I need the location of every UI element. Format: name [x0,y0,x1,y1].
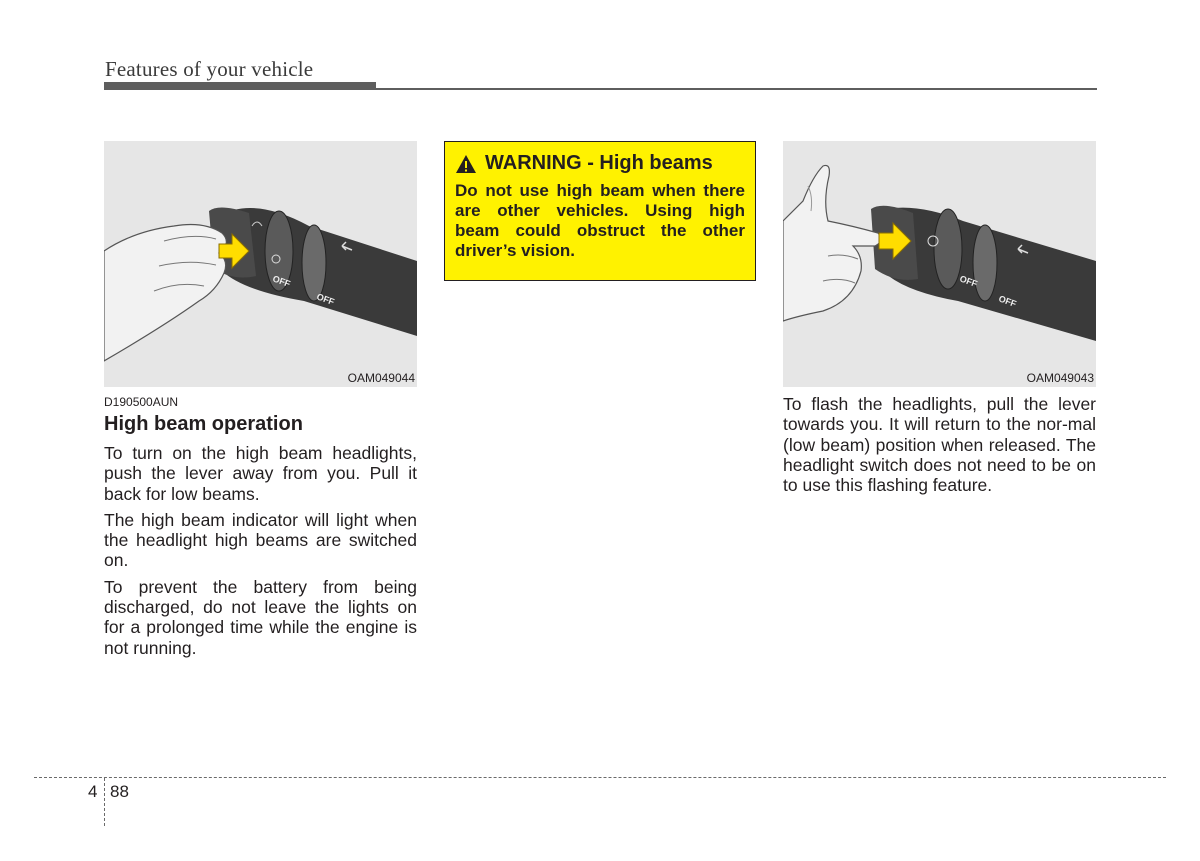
left-body-text [104,443,417,664]
footer-rule [34,777,1166,778]
paragraph: To turn on the high beam headlights, push the lever away from you. Pull it back for low beams. [104,443,417,504]
section-ref-code: D190500AUN [104,395,179,409]
lever-pull-illustration [783,141,1096,387]
right-body-text [783,394,1096,501]
warning-text: Do not use high beam when there are other vehicles. Using high beam could obstruct the other driver’s vision. [455,181,745,260]
paragraph: To prevent the battery from being discharged, do not leave the lights on for a prolonged time while the engine is not running. [104,576,417,658]
page-header-title: Features of your vehicle [105,57,314,81]
warning-triangle-icon [455,154,477,174]
page-number: 88 [110,782,129,801]
lever-label-off-2: OFF [315,291,336,308]
figure-left [104,141,417,387]
paragraph: The high beam indicator will light when the headlight high beams are switched on. [104,509,417,571]
figure-left-code: OAM049044 [347,371,415,385]
warning-title-row [455,152,745,175]
warning-box [444,141,756,281]
figure-right [783,141,1096,387]
footer-divider [104,778,105,826]
page-chapter: 4 [88,782,98,801]
figure-right-code: OAM049043 [1026,371,1094,385]
svg-text:OFF: OFF [958,273,979,290]
lever-label-off-1: OFF [271,273,292,290]
header-rule-thin [104,88,1097,90]
warning-title: WARNING - High beams [485,152,713,174]
svg-text:OFF: OFF [997,293,1018,310]
section-heading: High beam operation [104,413,303,435]
lever-push-illustration [104,141,417,387]
paragraph: To flash the headlights, pull the lever towards you. It will return to the nor-mal (low beam) position when released. The headlight switch does not need to be on to use this flashing feature. [783,394,1096,496]
